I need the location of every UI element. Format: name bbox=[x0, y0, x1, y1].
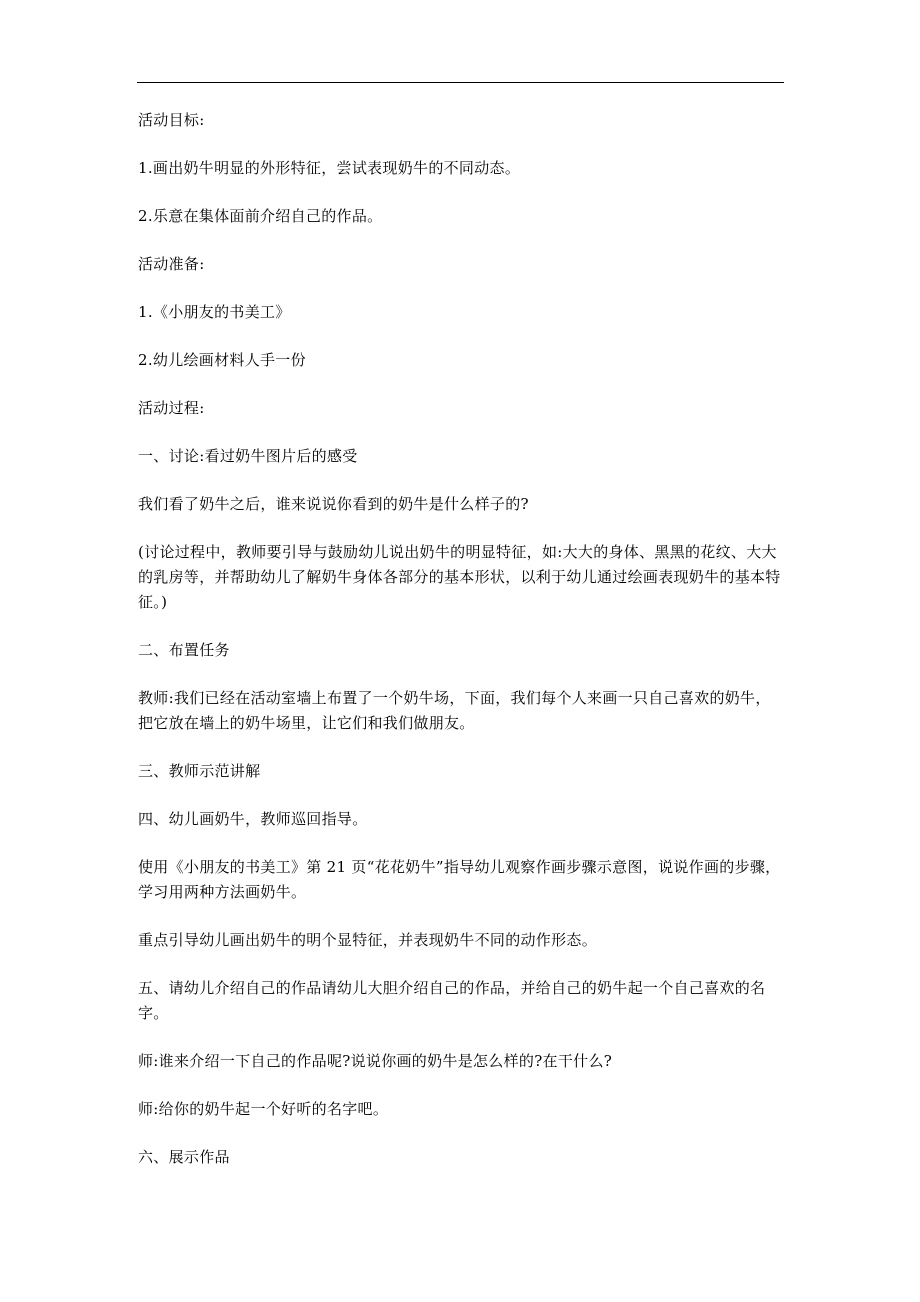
goal-item-2: 2.乐意在集体面前介绍自己的作品。 bbox=[138, 207, 383, 225]
header-rule bbox=[137, 82, 784, 83]
section-heading-preparation: 活动准备: bbox=[138, 255, 205, 273]
step-2-teacher-text: 教师:我们已经在活动室墙上布置了一个奶牛场，下面，我们每个人来画一只自己喜欢的奶牛，把它放在墙上的奶牛场里，让它们和我们做朋友。 bbox=[138, 689, 771, 732]
step-1-question: 我们看了奶牛之后，谁来说说你看到的奶牛是什么样子的? bbox=[138, 495, 529, 513]
step-5-teacher-prompt: 师:给你的奶牛起一个好听的名字吧。 bbox=[138, 1100, 389, 1118]
step-5-teacher-question: 师:谁来介绍一下自己的作品呢?说说你画的奶牛是怎么样的?在干什么? bbox=[138, 1052, 613, 1070]
section-heading-process: 活动过程: bbox=[138, 399, 205, 417]
step-heading-6: 六、展示作品 bbox=[138, 1148, 230, 1166]
step-4-instruction: 使用《小朋友的书美工》第 21 页“花花奶牛”指导幼儿观察作画步骤示意图，说说作画的步骤，学习用两种方法画奶牛。 bbox=[138, 858, 781, 901]
preparation-item-2: 2.幼儿绘画材料人手一份 bbox=[138, 351, 306, 369]
step-4-focus: 重点引导幼儿画出奶牛的明个显特征，并表现奶牛不同的动作形态。 bbox=[138, 931, 598, 949]
step-heading-5: 五、请幼儿介绍自己的作品请幼儿大胆介绍自己的作品，并给自己的奶牛起一个自己喜欢的名字。 bbox=[138, 979, 766, 1022]
step-heading-1: 一、讨论:看过奶牛图片后的感受 bbox=[138, 447, 358, 465]
step-heading-2: 二、布置任务 bbox=[138, 641, 230, 659]
preparation-item-1: 1.《小朋友的书美工》 bbox=[138, 303, 291, 321]
document-body bbox=[138, 108, 784, 1193]
goal-item-1: 1.画出奶牛明显的外形特征，尝试表现奶牛的不同动态。 bbox=[138, 159, 521, 177]
section-heading-goals: 活动目标: bbox=[138, 111, 205, 129]
step-heading-3: 三、教师示范讲解 bbox=[138, 762, 261, 780]
step-1-note: (讨论过程中，教师要引导与鼓励幼儿说出奶牛的明显特征，如:大大的身体、黑黑的花纹、大大的乳房等，并帮助幼儿了解奶牛身体各部分的基本形状，以利于幼儿通过绘画表现奶牛的基本特征。) bbox=[138, 543, 781, 611]
step-heading-4: 四、幼儿画奶牛，教师巡回指导。 bbox=[138, 810, 368, 828]
